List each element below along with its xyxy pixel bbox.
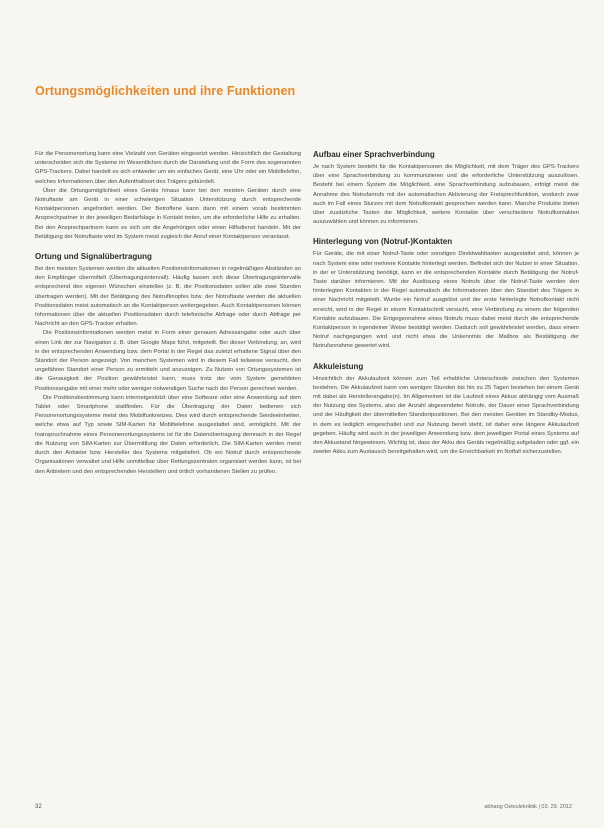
section-heading-akku: Akkuleistung bbox=[313, 361, 364, 371]
ortung-paragraph-1: Bei den meisten Systemen werden die aktuellen Positionsinformationen in regelmäßigen Abständen an den Empfänger übermittelt (Übertragungsintervall). Häufig lassen sich diese Übertragungsintervalle entsprechend den eigenen Wünschen einstellen (z. B. die Positionsdaten sollen alle zwei Stunden übertragen werden). Mit der Betätigung des Notrufknopfes bzw. der Notruftaste werden die aktuellen Positionsdaten meist automatisch an die Kontaktperson weitergegeben. Auch Kontaktpersonen können Informationen über die aktuellen Positionsdaten durch telefonische Abfrage oder durch Abfrage per Nachricht an den GPS-Tracker erhalten. bbox=[35, 266, 301, 328]
intro-paragraph: Für die Personenortung kann eine Vielzahl von Geräten eingesetzt werden. Hinsichtlich der Gestaltung unterscheiden sich die Systeme im Wesentlichen durch die Darstellung und die Form des sogenannten GPS-Trackers. Dabei handelt es sich entweder um ein einfaches Gerät, eine Uhr oder ein Mobiltelefon, welches Informationen über den Aufenthaltsort des Trägers gebündelt. bbox=[35, 151, 301, 185]
akku-paragraph: Hinsichtlich der Akkulaufzeit können zum Teil erhebliche Unterschiede zwischen den Systemen bestehen. Die Akkulaufzeit kann von wenigen Stunden bis hin zu 25 Tagen bestehen bei einem Gerät mit dabei als Herstellerangabe(n). Im Allgemeinen ist die Laufzeit eines Akkus abhängig vom Ausmaß der Nutzung des Systems, also der Anzahl abgesendeter Notrufe, der Dauer einer Sprachverbindung und der Häufigkeit der übermittelten Standortpositionen. Bei den meisten Geräten im Standby-Modus, in dem es lediglich eingeschaltet und zur Nutzung bereit steht, ist daher eine längere Akkulaufzeit gegeben. Häufig wird auch in der jeweiligen Anwendung bzw. dem jeweiligen Portal eines Systems auf den Akkustand hingewiesen. Wichtig ist, dass der Akku des Geräts regelmäßig aufgeladen oder ggf. ein zweiter Akku zum Austausch bereitgehalten wird, um die Erreichbarkeit im Notfall sicherzustellen. bbox=[313, 375, 579, 456]
section-heading-sprachverbindung: Aufbau einer Sprachverbindung bbox=[313, 150, 435, 159]
sprachverbindung-paragraph: Je nach System besteht für die Kontaktpersonen die Möglichkeit, mit dem Träger des GPS-Trackers über eine Sprachverbindung zu kommunizieren und die erforderliche Unterstützung auszulösen. Besteht bei einem System die Möglichkeit, eine Sprachverbindung aufzubauen, erfolgt meist die Annahme des Notrufanrufs mit der automatischen Aktivierung der Freisprechfunktion, wodurch zwar auch im Fall eines Sturzes mit dem Notrufkontakt gesprochen werden kann. Manche Produkte bieten über zusätzliche Tasten die Möglichkeit, weitere Kontakte über verschiedene Notrufkontakten auszuwählen und können zu informieren. bbox=[313, 164, 579, 226]
ortung-paragraph-2: Die Positionsinformationen werden meist in Form einer genauen Adressangabe oder auch über einen Link der zur Navigation z. B. über Google Maps führt, mitgeteilt. Bei dieser Verbindung, an, wird in der entsprechenden Anwendung bzw. dem Portal in der Regel das zuletzt erhaltene Signal über den Standort der Person angezeigt. Von manchen Systemen wird in diesem Fall teilweise versucht, den ungefähren Standort einer Person zu ermitteln und anzuzeigen. Zu Nutzen von Ortungssystemen ist die Genauigkeit der Position gewährleistet kann, muss trotz der vom System gemeldeten Positionsangabe mit einer mehr oder weniger notwendigen Suche nach der Person gerechnet werden. bbox=[35, 330, 301, 392]
left-column bbox=[35, 150, 301, 477]
section-heading-ortung: Ortung und Signalübertragung bbox=[35, 252, 152, 262]
ortung-paragraph-3: Die Positionsbestimmung kann internetgestützt über eine Software oder eine Anwendung auf dem Tablet oder Smartphone stattfinden. Für die Übertragung der Daten bedienen sich Personenortungssysteme meist des Mobilfunknetzes. Dies wird durch entsprechende Sendeeinheiten, welche etwa auf Typ sowie SIM-Karten für Mobiltelefone ausgestattet sind, ermöglicht. Mit der Inanspruchnahme eines Personenortungssystems ist für die Datenübertragung demnach in der Regel die Nutzung von SIM-Karten zur Übermittlung der Daten erforderlich. Die SIM-Karten werden meist durch den Anbieter bzw. Hersteller des Systems mitgeliefert. Ob ein Notruf durch entsprechende Organisationen verwaltet und Hilfe unmittelbar über Rettungszentralen organisiert werden kann, ist bei den Anbietern und den entsprechenden Herstellern und örtlich vorhandenen Stellen zu prüfen. bbox=[35, 394, 301, 475]
page-title: Ortungsmöglichkeiten und ihre Funktionen bbox=[35, 84, 296, 98]
kontakte-paragraph: Für Geräte, die mit einer Notruf-Taste oder sonstigen Direktwahltasten ausgestattet sind, können je nach System eine oder mehrere Kontakte hinterlegt werden. Befindet sich der Nutzer in einer Situation, in der er Unterstützung benötigt, kann er die entsprechenden Kontakte durch Betätigung der Notruf-Taste darüber informieren. Mit der Auslösung eines Notrufs über die Notruf-Taste werden den hinterlegten Kontakten in der Regel automatisch die Informationen über den Standort des Trägers in einer Nachricht mitgeteilt. Wurde ein Notruf ausgelöst und der erste hinterlegte Notrufkontakt nicht erreicht, wird in der Regel in einem Kontaktschritt versucht, eine Verbindung zu einem der folgenden Kontakte aufzubauen. Die Entgegennahme eines Notrufs muss dabei meist durch die entsprechende Kontaktperson in irgendeiner Weise bestätigt werden. Dadurch soll gewährleistet werden, dass einem Notruf nachgegangen wird und nicht etwa die Unkenntnis der Mailbox als Bestätigung der Notrufannahme gewertet wird. bbox=[313, 251, 579, 350]
intro-paragraph-2: Über die Ortungsmöglichkeit eines Geräts hinaus kann bei den meisten Geräten durch eine Notruftaste am Gerät in einer schwierigen Situation Unterstützung durch entsprechende Kontaktpersonen angefordert werden. Der Betroffene kann dann mit einem vorab bestimmten Ansprechpartner in der jeweiligen Bedarfslage in Kontakt treten, um die erforderliche Hilfe zu erhalten. Bei den Ansprechpartnern kann es sich um die Angehörigen oder einen Hilfsdienst handeln. Mit der Betätigung der Notruftaste wird im System meist zugleich der Anruf einer Kontaktperson veranlasst. bbox=[35, 187, 301, 240]
right-column bbox=[313, 150, 579, 457]
section-heading-kontakte: Hinterlegung von (Notruf-)Kontakten bbox=[313, 237, 453, 247]
page-number: 32 bbox=[35, 804, 42, 810]
journal-footer: abhang Ostvulekriktik | 03. 29. 2012 bbox=[484, 804, 572, 810]
